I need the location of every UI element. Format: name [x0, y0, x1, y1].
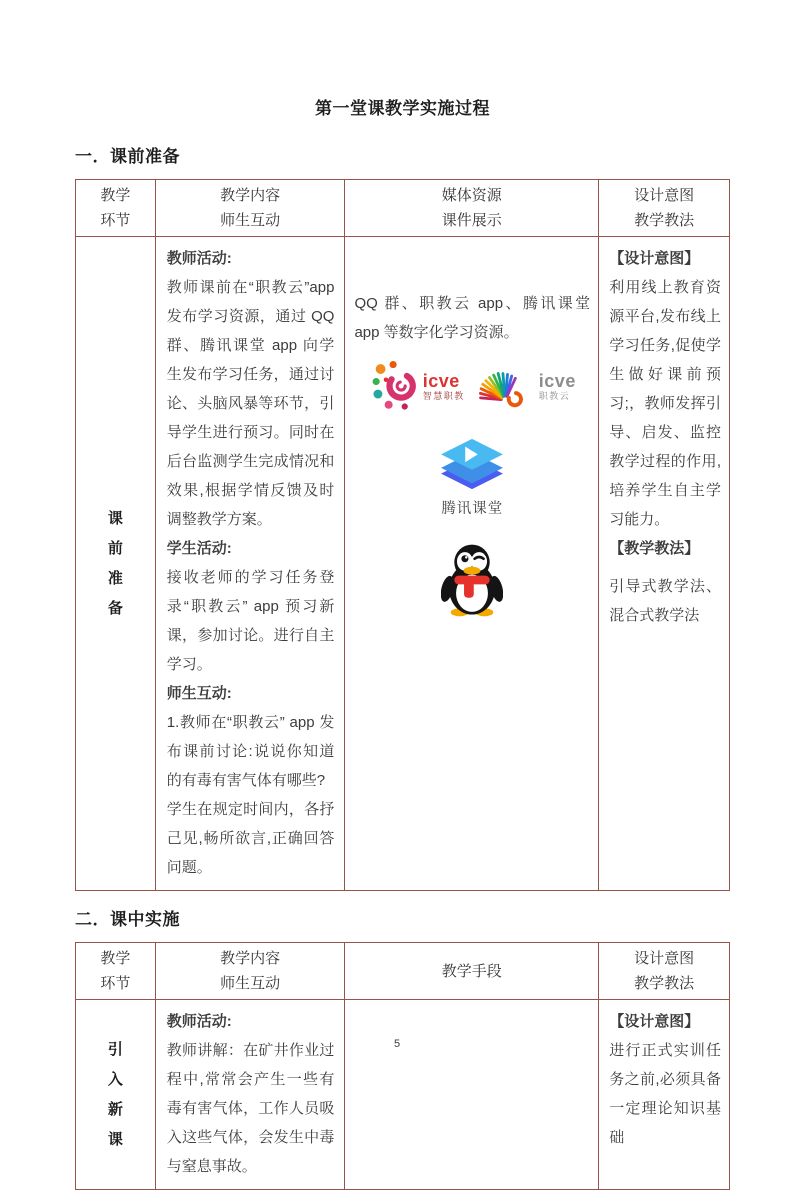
- stage-label: 课前准备: [107, 509, 123, 617]
- interaction-text-2: 学生在规定时间内，各抒己见,畅所欲言,正确回答问题。: [166, 801, 335, 876]
- icve-smart-edu-icon: [369, 359, 419, 413]
- design-intent-label: 【设计意图】: [609, 1013, 700, 1030]
- interaction-label: 师生互动:: [166, 685, 232, 702]
- design-intent-text: 利用线上教育资源平台,发布线上学习任务,促使学生做好课前预习;，教师发挥引导、启发、监控教学过程的作用,培养学生自主学习能力。: [609, 279, 721, 528]
- section-heading-1: 一．课前准备: [75, 147, 180, 166]
- table-header-row: [76, 943, 730, 1000]
- header-stage: 教学 环节: [76, 943, 156, 1000]
- design-cell: [599, 237, 730, 891]
- header-media: 媒体资源 课件展示: [345, 180, 599, 237]
- interaction-text-1: 1.教师在“职教云” app 发布课前讨论:说说你知道的有毒有害气体有哪些?: [166, 714, 335, 789]
- header-means: 教学手段: [345, 943, 599, 1000]
- page-number: 5: [393, 1038, 401, 1050]
- content-cell: [155, 1000, 345, 1190]
- media-cell: [345, 237, 599, 891]
- stage-cell: [76, 1000, 156, 1190]
- design-intent-label: 【设计意图】: [609, 250, 700, 267]
- tencent-classroom-icon: [435, 435, 509, 493]
- teacher-activity-text: 教师讲解：在矿井作业过程中,常常会产生一些有毒有害气体，工作人员吸入这些气体，会发生中毒与窒息事故。: [166, 1042, 335, 1175]
- table-row: [76, 237, 730, 891]
- header-content: 教学内容 师生互动: [155, 943, 345, 1000]
- qq-penguin-icon: [441, 542, 503, 618]
- icve-cloud-logo-text: icve: [538, 370, 576, 391]
- page-title: 第一堂课教学实施过程: [315, 99, 490, 118]
- header-design: 设计意图 教学教法: [599, 180, 730, 237]
- icve-logo-row: [369, 359, 576, 413]
- icve-smart-edu-logo: [369, 359, 465, 413]
- student-activity-label: 学生活动:: [166, 540, 232, 557]
- teacher-activity-label: 教师活动:: [166, 250, 232, 267]
- tencent-classroom-caption: 腾讯课堂: [441, 501, 504, 517]
- pre-class-table: [75, 179, 730, 891]
- tencent-classroom-logo: [435, 435, 509, 518]
- icve-logo-subtext: 智慧职教: [422, 390, 465, 401]
- table-row: [76, 1000, 730, 1190]
- header-content: 教学内容 师生互动: [155, 180, 345, 237]
- teaching-method-label: 【教学教法】: [609, 540, 700, 557]
- teacher-activity-text: 教师课前在“职教云”app 发布学习资源，通过 QQ 群、腾讯课堂 app 向学生发布学习任务，通过讨论、头脑风暴等环节，引导学生进行预习。同时在后台监测学生完成情况和效果,根据学情反馈及时调整教学方案。: [166, 279, 335, 528]
- icve-cloud-icon: [479, 361, 535, 411]
- stage-label: 引入新课: [107, 1040, 123, 1148]
- student-activity-text: 接收老师的学习任务登录“职教云” app 预习新课，参加讨论。进行自主学习。: [166, 569, 335, 673]
- icve-logo-text: icve: [422, 370, 460, 391]
- section-heading-2: 二．课中实施: [75, 910, 180, 929]
- table-header-row: [76, 180, 730, 237]
- in-class-table: [75, 942, 730, 1190]
- stage-cell: [76, 237, 156, 891]
- design-cell: [599, 1000, 730, 1190]
- icve-cloud-logo-subtext: 职教云: [538, 390, 571, 401]
- means-cell-empty: [345, 1000, 599, 1190]
- qq-logo: [441, 542, 503, 622]
- teaching-method-text: 引导式教学法、混合式教学法: [609, 578, 721, 624]
- icve-cloud-logo: [479, 361, 576, 411]
- content-cell: [155, 237, 345, 891]
- header-design: 设计意图 教学教法: [599, 943, 730, 1000]
- design-intent-text: 进行正式实训任务之前,必须具备一定理论知识基础: [609, 1042, 721, 1146]
- header-stage: 教学 环节: [76, 180, 156, 237]
- media-resources-text: QQ 群、职教云 app、腾讯课堂 app 等数字化学习资源。: [354, 295, 591, 341]
- teacher-activity-label: 教师活动:: [166, 1013, 232, 1030]
